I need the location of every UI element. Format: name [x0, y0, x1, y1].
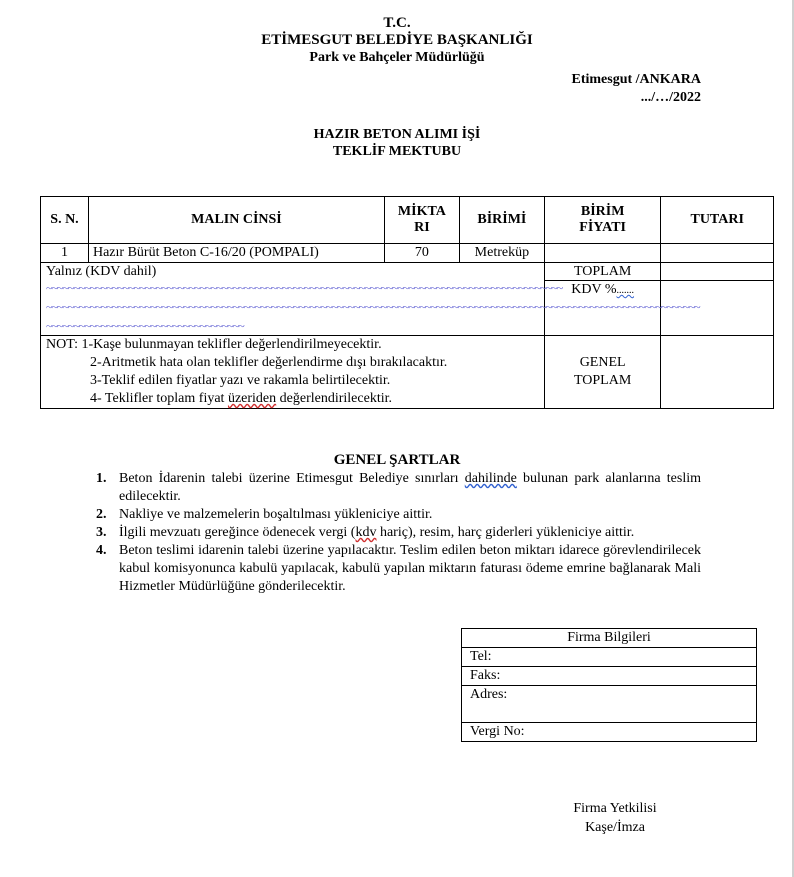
signature-title: Firma Yetkilisi — [573, 801, 657, 816]
firm-tel: Tel: — [462, 648, 757, 667]
header-sn: S. N. — [41, 197, 89, 244]
header-unit: BİRİMİ — [459, 197, 544, 244]
firm-adres: Adres: — [462, 686, 757, 723]
title-line1: HAZIR BETON ALIMI İŞİ — [313, 127, 481, 142]
toplam-value — [661, 263, 774, 281]
tc-label: T.C. — [383, 15, 411, 31]
firm-info-table — [461, 628, 757, 742]
title-line2: TEKLİF MEKTUBU — [332, 144, 462, 159]
conditions-title: GENEL ŞARTLAR — [333, 452, 461, 468]
firm-faks: Faks: — [462, 667, 757, 686]
header-qty: MİKTA RI — [384, 197, 459, 244]
date: .../…/2022 — [640, 90, 701, 105]
signature-stamp: Kaşe/İmza — [585, 820, 645, 835]
note-4: 4- Teklifler toplam fiyat üzeriden değerlendirilecektir. — [90, 391, 392, 406]
wavy-line: ~~~~~~~~~~~~~~~~~~~~~~~~~~~~~~~~~~~~~~~~~~~~~~~~~~~~~~~~~~~~~~~~~~~~~~~~~~~~~~~~~~~~~~~~~~~~~~~~~~~~~~~~~~~~~~~~~~~~~~~ — [46, 300, 700, 314]
note-2: 2-Aritmetik hata olan teklifler değerlendirme dışı bırakılacaktır. — [90, 355, 448, 370]
genel-toplam-label: GENEL TOPLAM — [544, 336, 661, 409]
department-name: Park ve Bahçeler Müdürlüğü — [309, 50, 485, 65]
row-qty: 70 — [384, 244, 459, 263]
toplam-label: TOPLAM — [544, 263, 661, 281]
row-sn: 1 — [41, 244, 89, 263]
row-item: Hazır Bürüt Beton C-16/20 (POMPALI) — [88, 244, 384, 263]
list-item: 2. Nakliye ve malzemelerin boşaltılması yükleniciye aittir. — [96, 507, 433, 522]
notes-cell — [41, 336, 545, 409]
wavy-line: ~~~~~~~~~~~~~~~~~~~~~~~~~~~~~~~~~~~~ — [46, 319, 244, 333]
row-total — [661, 244, 774, 263]
note-3: 3-Teklif edilen fiyatlar yazı ve rakamla belirtilecektir. — [90, 373, 391, 388]
list-item: 3. İlgili mevzuatı gereğince ödenecek vergi (kdv hariç), resim, harç giderleri yükleniciye aittir. — [96, 525, 635, 540]
note-1: NOT: 1-Kaşe bulunmayan teklifler değerlendirilmeyecektir. — [46, 337, 382, 352]
row-unit: Metreküp — [459, 244, 544, 263]
document-title — [0, 126, 794, 160]
list-item: 1. Beton İdarenin talebi üzerine Etimesgut Belediye sınırları dahilinde bulunan park alanlarına teslim edilecektir. — [96, 471, 702, 504]
firm-info-title: Firma Bilgileri — [462, 629, 757, 648]
offer-table — [40, 196, 774, 409]
table-row — [41, 244, 774, 263]
table-header-row — [41, 197, 774, 244]
conditions-list — [96, 470, 701, 596]
document-header — [0, 15, 794, 66]
firm-vergi: Vergi No: — [462, 723, 757, 742]
yalniz-label: Yalnız (KDV dahil) — [46, 264, 157, 279]
header-item: MALIN CİNSİ — [88, 197, 384, 244]
signature-block — [560, 799, 670, 837]
municipality-name: ETİMESGUT BELEDİYE BAŞKANLIĞI — [261, 32, 533, 48]
kdv-label: KDV %....... — [544, 281, 661, 336]
header-price: BİRİM FİYATI — [544, 197, 661, 244]
wavy-line: ~~~~~~~~~~~~~~~~~~~~~~~~~~~~~~~~~~~~~~~~~~~~~~~~~~~~~~~~~~~~~~~~~~~~~~~~~~~~~~~~~~~~~~~~~~~~~~ — [46, 281, 563, 295]
genel-toplam-value — [661, 336, 774, 409]
row-price — [544, 244, 661, 263]
location-date — [572, 71, 702, 107]
list-item: 4. Beton teslimi idarenin talebi üzerine yapılacaktır. Teslim edilen beton miktarı idarece görevlendirilecek kabul komisyonunca kabulü yapılacak, kabulü yapılan miktarın faturası ödeme emrine bağlanarak Mali Hizmetler Müdürlüğüne gönderilecektir. — [96, 543, 701, 594]
location: Etimesgut /ANKARA — [571, 72, 701, 87]
header-total: TUTARI — [661, 197, 774, 244]
